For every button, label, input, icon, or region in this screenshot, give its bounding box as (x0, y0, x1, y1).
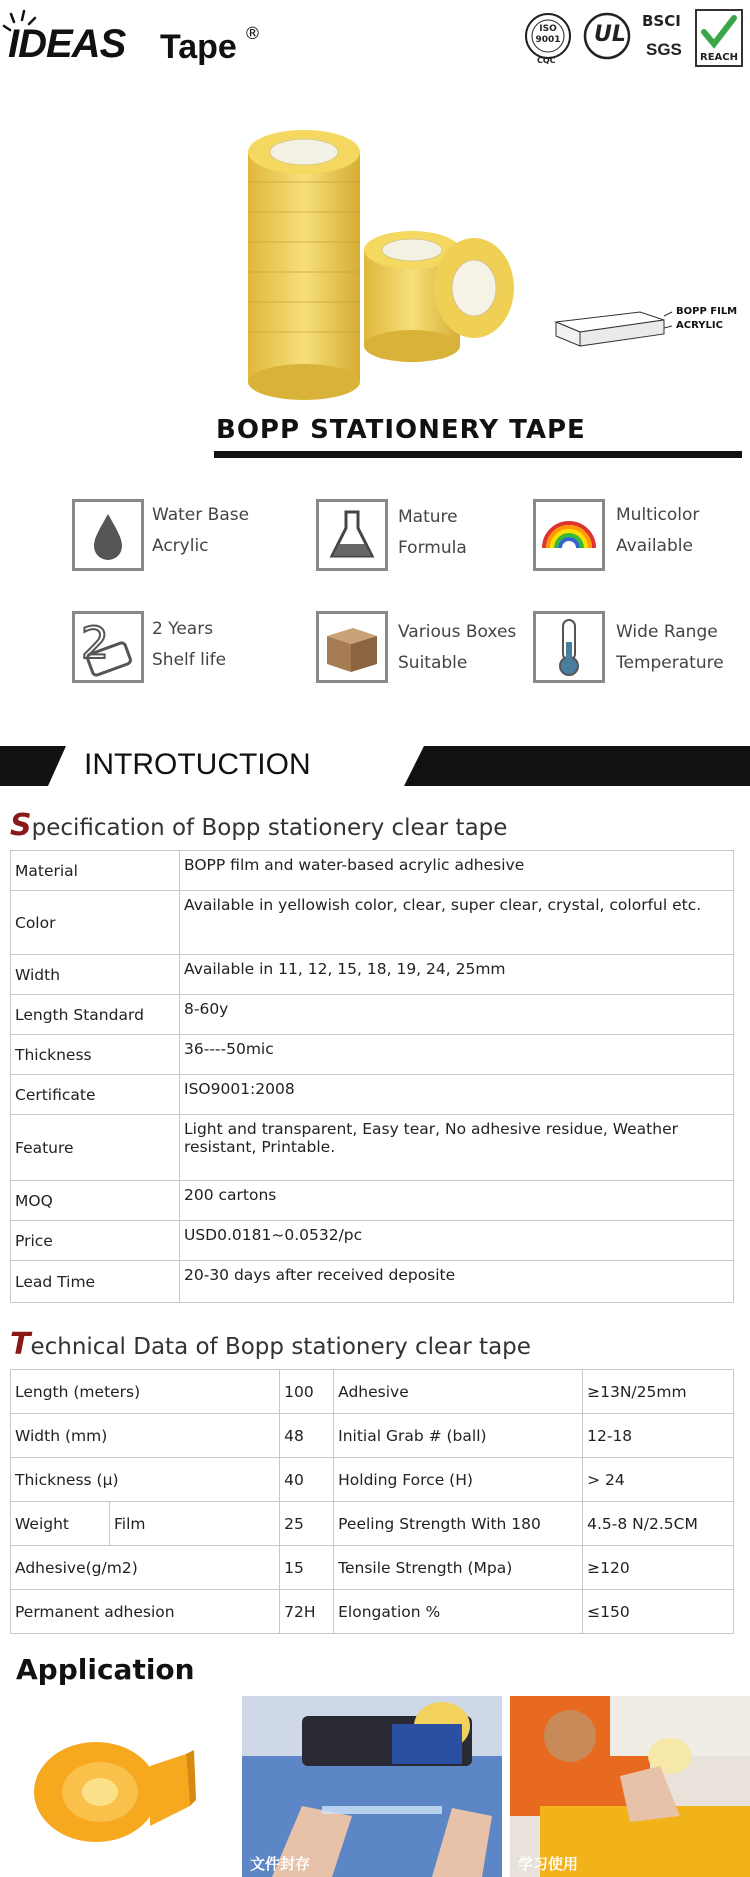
tape-rolls-image (0, 90, 750, 410)
table-row: Certificate ISO9001:2008 (11, 1075, 734, 1115)
table-row: Weight Film 25 Peeling Strength With 180 4.5-8 N/2.5CM (11, 1502, 734, 1546)
table-row: Material BOPP film and water-based acrylic adhesive (11, 851, 734, 891)
application-heading: Application (16, 1653, 195, 1686)
table-row: Permanent adhesion 72H Elongation % ≤150 (11, 1590, 734, 1634)
two-years-icon (72, 611, 144, 683)
layer-diagram (556, 312, 672, 346)
flask-icon (316, 499, 388, 571)
brand-name: IDEAS (8, 22, 126, 66)
office-tape-image (242, 1696, 502, 1877)
bsci-sgs-icon: BSCI SGS (642, 12, 682, 59)
reach-icon: REACH (694, 6, 744, 70)
certification-badges (516, 6, 746, 70)
feature-label-4: 2 Years Shelf life (152, 619, 227, 670)
water-drop-icon (72, 499, 144, 571)
caption-document-sealing: 文件封存 (250, 1855, 311, 1873)
tech-heading: Technical Data of Bopp stationery clear tape (10, 1327, 531, 1362)
brand-registered: ® (244, 24, 261, 44)
table-row: Thickness (μ) 40 Holding Force (H) > 24 (11, 1458, 734, 1502)
caption-study-use: 学习使用 (518, 1855, 579, 1873)
table-row: Width (mm) 48 Initial Grab # (ball) 12-18 (11, 1414, 734, 1458)
tech-table (10, 1369, 734, 1634)
tape-dispenser-image (0, 1696, 240, 1877)
title-underline (214, 451, 742, 458)
table-row: Width Available in 11, 12, 15, 18, 19, 24, 25mm (11, 955, 734, 995)
rainbow-icon (533, 499, 605, 571)
layer-label-bopp: BOPP FILM (676, 306, 738, 317)
intro-title: INTROTUCTION (84, 748, 311, 781)
table-row: Lead Time 20-30 days after received deposite (11, 1261, 734, 1303)
layer-label-acrylic: ACRYLIC (676, 320, 723, 331)
table-row: Price USD0.0181~0.0532/pc (11, 1221, 734, 1261)
table-row: Color Available in yellowish color, clear, super clear, crystal, colorful etc. (11, 891, 734, 955)
box-icon (316, 611, 388, 683)
product-title: BOPP STATIONERY TAPE (216, 415, 586, 445)
feature-label-5: Various Boxes Suitable (398, 622, 517, 673)
feature-label-2: Mature Formula (398, 507, 467, 558)
table-row: Adhesive(g/m2) 15 Tensile Strength (Mpa) ≥120 (11, 1546, 734, 1590)
iso9001-cqc-icon: ISO 9001 CQC (522, 6, 574, 70)
table-row: Thickness 36----50mic (11, 1035, 734, 1075)
feature-label-1: Water Base Acrylic (152, 505, 250, 556)
ul-icon: UL (582, 6, 632, 70)
feature-label-3: Multicolor Available (616, 505, 700, 556)
table-row: Length (meters) 100 Adhesive ≥13N/25mm (11, 1370, 734, 1414)
feature-label-6: Wide Range Temperature (616, 622, 724, 673)
svg-text:2: 2 (81, 618, 109, 669)
table-row: MOQ 200 cartons (11, 1181, 734, 1221)
student-tape-image (510, 1696, 750, 1877)
spec-table (10, 850, 734, 1303)
table-row: Length Standard 8-60y (11, 995, 734, 1035)
spec-heading: Specification of Bopp stationery clear tape (10, 808, 508, 843)
thermometer-icon (533, 611, 605, 683)
table-row: Feature Light and transparent, Easy tear, No adhesive residue, Weather resistant, Printable. (11, 1115, 734, 1181)
brand-sub: Tape (160, 28, 237, 66)
